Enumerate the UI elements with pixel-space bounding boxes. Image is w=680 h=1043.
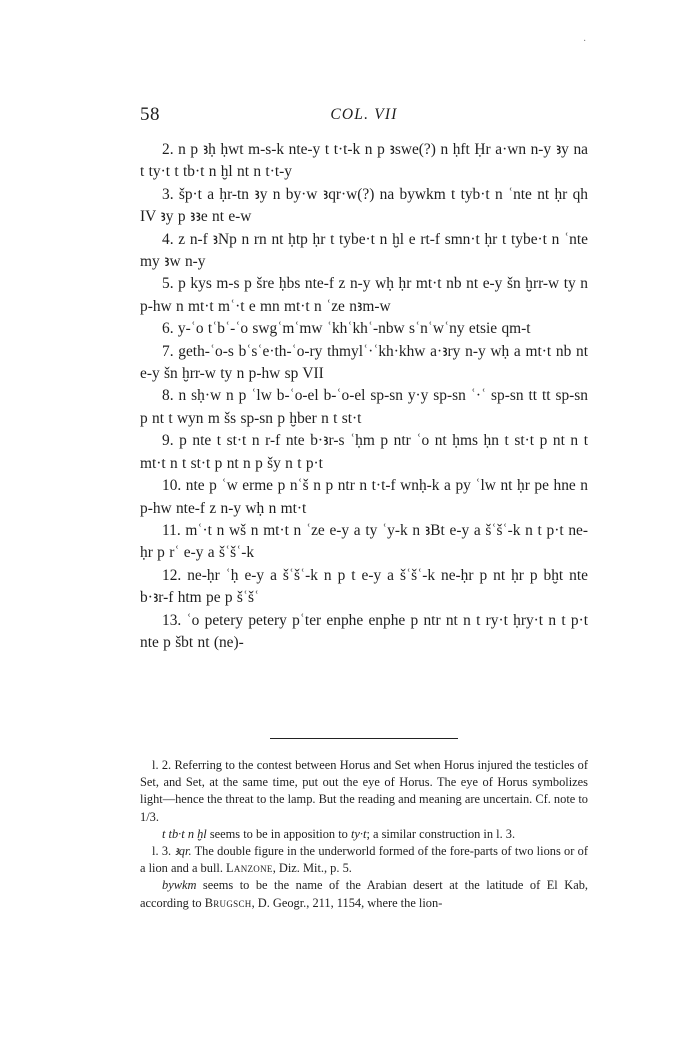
footnote-text: The double figure in the underworld formed of the fore-parts of two lions or of a lion and a bull. xyxy=(140,844,588,876)
footnote-author: Lanzone xyxy=(226,861,273,876)
text-line-4: 4. z n-f ꜣNp n rn nt ḥtp ḥr t tybe·t n ḫl e rt-f smn·t ḥr t tybe·t n ʿnte my ꜣw n-y xyxy=(140,230,588,271)
page-number: 58 xyxy=(140,104,160,125)
footnote-l2-ref: l. 2. xyxy=(152,758,172,772)
transliteration-text xyxy=(140,139,588,654)
footnote-l2-apposition xyxy=(140,826,588,843)
text-line-7: 7. geth-ʿo-s bʿsʿe·th-ʿo-ry thmylʿ·ʿkh·khw a·ꜣry n-y wḥ a mt·t nb nt e-y šn ḫrr-w ty n p-hw sp VII xyxy=(140,342,588,383)
footnote-text: seems to be in apposition to xyxy=(206,826,351,841)
text-line-10: 10. nte p ʿw erme p nʿš n p ntr n t·t-f wnḥ-k a py ʿlw nt ḥr pe hne n p-hw nte-f z n-y wḥ n mt·t xyxy=(140,477,588,517)
footnote-term: ty·t xyxy=(350,826,367,841)
text-line-8: 8. n sḥ·w n p ʿlw b-ʿo-el b-ʿo-el sp-sn y·y sp-sn ʿ·ʿ sp-sn tt tt sp-sn p nt t wyn m šs sp-sn p ḫber n t st·t xyxy=(140,387,588,427)
text-line-2: 2. n p ꜣḥ ḥwt m-s-k nte-y t t·t-k n p ꜣswe(?) n ḥft Ḥr a·wn n-y ꜣy na t ty·t t tb·t n ḫl nt n t·t-y xyxy=(140,141,588,181)
footnote-text: , Diz. Mit., p. 5. xyxy=(272,861,352,876)
footnotes xyxy=(140,757,588,912)
footnote-text: ; a similar construction in l. 3. xyxy=(366,826,516,841)
footnote-l3 xyxy=(140,843,588,877)
footnote-term: ꜣqr. xyxy=(174,844,192,859)
text-line-12: 12. ne-ḥr ʿḥ e-y a šʿšʿ-k n p t e-y a šʿšʿ-k ne-ḥr p nt ḥr p bḫt nte b·ꜣr-f htm pe p šʿšʿ xyxy=(140,566,588,607)
section-divider xyxy=(270,738,458,739)
text-line-5: 5. p kys m-s p šre ḥbs nte-f z n-y wḥ ḥr mt·t nb nt e-y šn ḫrr-w ty n p-hw n mt·t mʿ·t e mn mt·t n ʿze nꜣm-w xyxy=(140,275,588,315)
text-line-11: 11. mʿ·t n wš n mt·t n ʿze e-y a ty ʿy-k n ꜣBt e-y a šʿšʿ-k n t p·t ne-ḥr p rʿ e-y a šʿšʿ-k xyxy=(140,521,588,562)
footnote-bywkm xyxy=(140,877,588,911)
text-line-9: 9. p nte t st·t n r-f nte b·ꜣr-s ʿḥm p ntr ʿo nt ḥms ḥn t st·t p nt n t mt·t n t st·t p nt n p šy n t p·t xyxy=(140,432,588,472)
footnote-term: bywkm xyxy=(162,878,197,893)
page-header xyxy=(140,104,588,126)
footnote-l2-text: Referring to the contest between Horus and Set when Horus injured the testicles of Set, and Set, at the same time, put out the eye of Horus. The eye of Horus symbolizes light—hence the threat to the lamp. But the reading and meaning are uncertain. Cf. note to 1/3. xyxy=(140,758,588,824)
footnote-text: seems to be the name of the Arabian desert at the latitude of El Kab, according to xyxy=(140,878,588,910)
text-line-6: 6. y-ʿo tʿbʿ-ʿo swgʿmʿmw ʿkhʿkhʿ-nbw sʿnʿwʿny etsie qm-t xyxy=(162,320,531,338)
footnote-l2 xyxy=(140,757,588,826)
text-line-13: 13. ʿo petery petery pʿter enphe enphe p ntr nt n t ry·t ḥry·t n t p·t nte p šbt nt (ne)- xyxy=(140,611,588,651)
text-line-3: 3. šp·t a ḥr-tn ꜣy n by·w ꜣqr·w(?) na bywkm t tyb·t n ʿnte nt ḥr qh IV ꜣy p ꜣꜣe nt e-w xyxy=(140,185,588,226)
corner-mark: · xyxy=(583,36,587,47)
footnote-text: , D. Geogr., 211, 1154, where the lion- xyxy=(251,895,443,910)
running-title: COL. VII xyxy=(330,106,398,123)
footnote-term: t tb·t n ḫl xyxy=(162,826,207,841)
footnote-l3-ref: l. 3. xyxy=(152,844,172,859)
footnote-author: Brugsch xyxy=(204,895,252,910)
